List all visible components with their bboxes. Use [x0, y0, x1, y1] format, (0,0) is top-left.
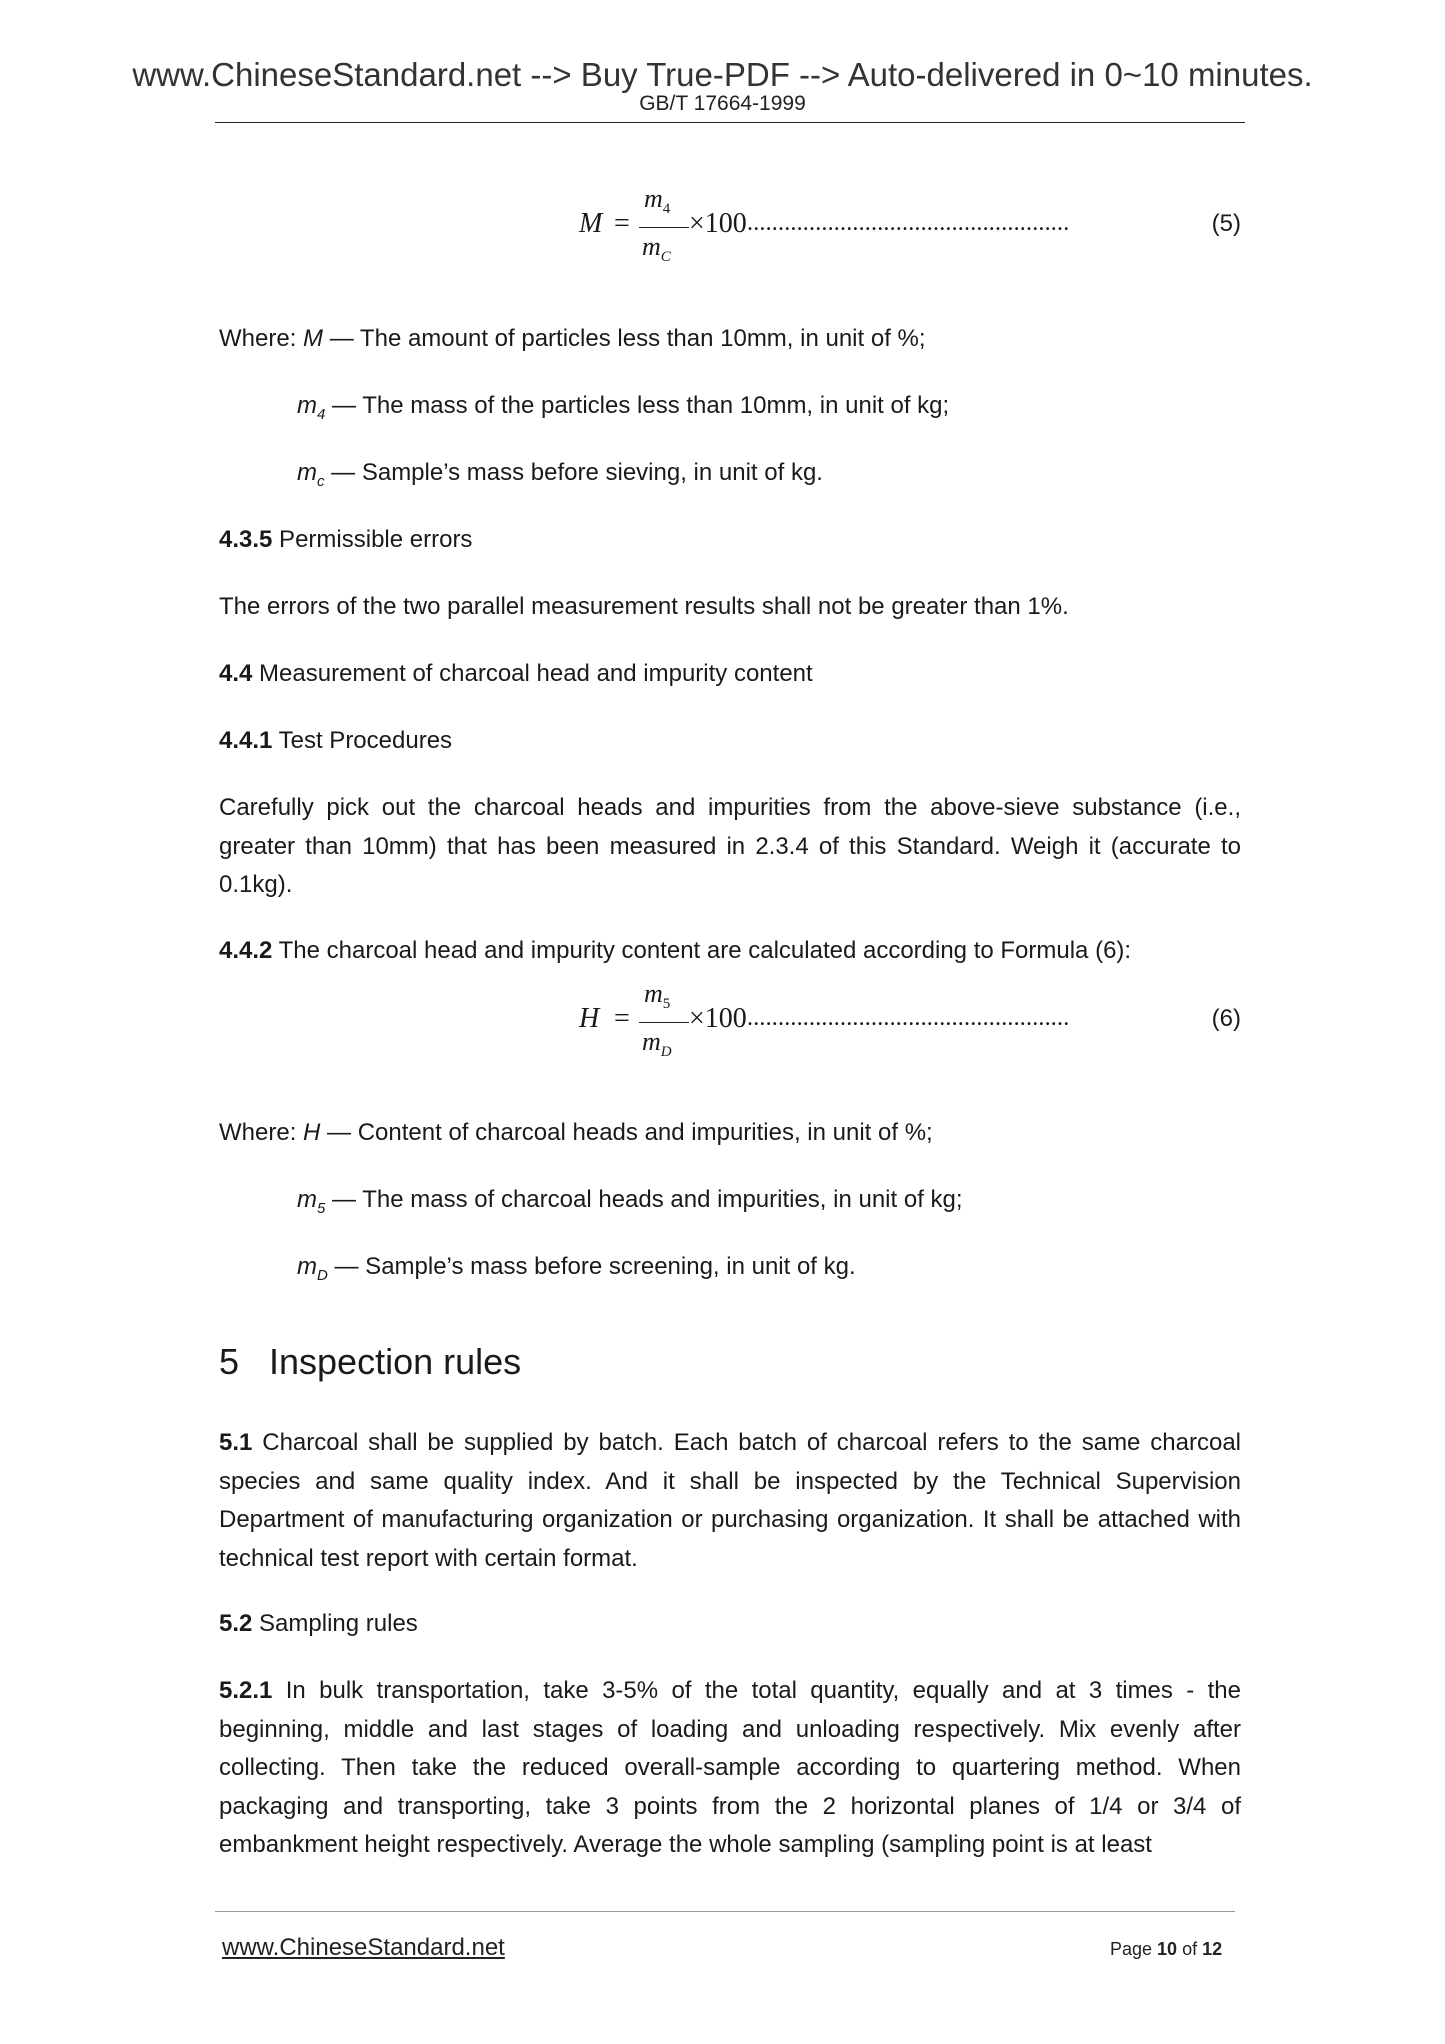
paragraph: Carefully pick out the charcoal heads and impurities from the above-sieve substance (i.e., greater than 10mm) that has been measured in 2.3.4 of this Standard. Weigh it (accurate to 0.1kg). [219, 794, 1241, 898]
formula-equals: = [614, 208, 630, 239]
formula-multiplier: ×100 [689, 208, 747, 239]
section-heading-4-4: 4.4 Measurement of charcoal head and impurity content [219, 660, 813, 687]
where-item: $m_4$ — The mass of the particles less than 10mm, in unit of kg; [297, 392, 950, 423]
fraction-bar [639, 227, 689, 228]
formula-5 [219, 184, 1241, 278]
formula-leader-dots: .................................................... [747, 210, 1070, 236]
footer-divider [215, 1911, 1235, 1912]
page-number: Page 10 of 12 [1110, 1939, 1223, 1959]
where-clause: Where: M — The amount of particles less than 10mm, in unit of %; [219, 325, 926, 352]
header-banner: www.ChineseStandard.net --> Buy True-PDF --> Auto-delivered in 0~10 minutes. [132, 56, 1313, 93]
footer-website-link[interactable]: www.ChineseStandard.net [222, 1934, 505, 1961]
paragraph-5-2-1: 5.2.1 In bulk transportation, take 3-5% of the total quantity, equally and at 3 times - the beginning, middle and last stages of loading and unloading respectively. Mix evenly after collecting. Then take the reduced overall-sample according to quartering method. When packaging and transporting, take 3 points from the 2 horizontal planes of 1/4 or 3/4 of embankment height respectively. Average the whole sampling (sampling point is at least [219, 1677, 1241, 1858]
formula-equals: = [614, 1003, 630, 1034]
formula-leader-dots: .................................................... [747, 1005, 1070, 1031]
fraction-bar [639, 1022, 689, 1023]
formula-number: (5) [1211, 210, 1241, 237]
where-clause: Where: H — Content of charcoal heads and impurities, in unit of %; [219, 1119, 933, 1146]
formula-6 [219, 979, 1241, 1073]
formula-lhs: M [579, 208, 603, 239]
paragraph-5-1: 5.1 Charcoal shall be supplied by batch. Each batch of charcoal refers to the same charcoal species and same quality index. And it shall be inspected by the Technical Supervision Department of manufacturing organization or purchasing organization. It shall be attached with technical test report with certain format. [219, 1429, 1241, 1572]
formula-lhs: H [579, 1003, 600, 1034]
formula-numerator: $m_4$ [644, 184, 671, 218]
where-item: $m_D$ — Sample’s mass before screening, in unit of kg. [297, 1253, 856, 1284]
formula-number: (6) [1211, 1005, 1241, 1032]
section-heading-4-4-2: 4.4.2 The charcoal head and impurity content are calculated according to Formula (6): [219, 937, 1132, 964]
section-heading-4-4-1: 4.4.1 Test Procedures [219, 727, 453, 754]
section-heading-5: 5 Inspection rules [219, 1341, 522, 1382]
section-heading-5-2: 5.2 Sampling rules [219, 1610, 418, 1637]
formula-multiplier: ×100 [689, 1003, 747, 1034]
where-item: $m_5$ — The mass of charcoal heads and impurities, in unit of kg; [297, 1186, 963, 1217]
paragraph: The errors of the two parallel measurement results shall not be greater than 1%. [219, 593, 1069, 620]
formula-numerator: $m_5$ [644, 979, 671, 1013]
formula-denominator: $m_D$ [642, 1027, 672, 1061]
document-id: GB/T 17664-1999 [639, 92, 806, 115]
header-divider [215, 122, 1245, 123]
where-item: $m_c$ — Sample’s mass before sieving, in unit of kg. [297, 459, 823, 490]
section-heading-4-3-5: 4.3.5 Permissible errors [219, 526, 473, 553]
formula-denominator: $m_C$ [642, 232, 671, 266]
